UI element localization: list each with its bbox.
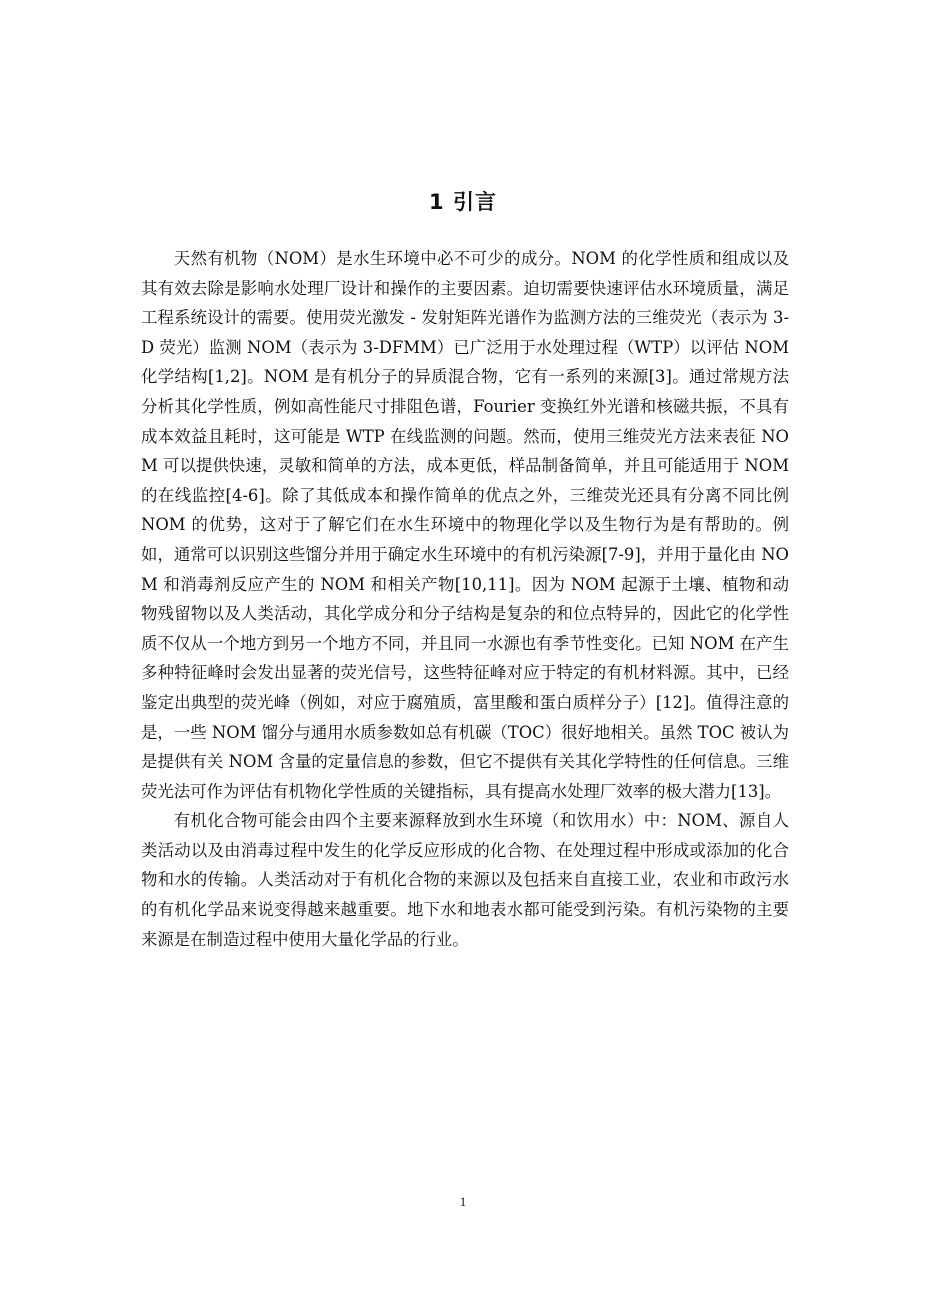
section-title: 引言 bbox=[452, 190, 497, 214]
paragraph-1: 天然有机物（NOM）是水生环境中必不可少的成分。NOM 的化学性质和组成以及其有效去除是影响水处理厂设计和操作的主要因素。迫切需要快速评估水环境质量，满足工程系统设计的需要。使用荧光激发 - 发射矩阵光谱作为监测方法的三维荧光（表示为 3-D 荧光）监测 NOM（表示为 3-DFMM）已广泛用于水处理过程（WTP）以评估 NOM 化学结构[1,2]。NOM 是有机分子的异质混合物，它有一系列的来源[3]。通过常规方法分析其化学性质，例如高性能尺寸排阻色谱，Fourier 变换红外光谱和核磁共振，不具有成本效益且耗时，这可能是 WTP 在线监测的问题。然而，使用三维荧光方法来表征 NOM 可以提供快速，灵敏和简单的方法，成本更低，样品制备简单，并且可能适用于 NOM 的在线监控[4-6]。除了其低成本和操作简单的优点之外，三维荧光还具有分离不同比例 NOM 的优势，这对于了解它们在水生环境中的物理化学以及生物行为是有帮助的。例如，通常可以识别这些馏分并用于确定水生环境中的有机污染源[7-9]，并用于量化由 NOM 和消毒剂反应产生的 NOM 和相关产物[10,11]。因为 NOM 起源于土壤、植物和动物残留物以及人类活动，其化学成分和分子结构是复杂的和位点特异的，因此它的化学性质不仅从一个地方到另一个地方不同，并且同一水源也有季节性变化。已知 NOM 在产生多种特征峰时会发出显著的荧光信号，这些特征峰对应于特定的有机材料源。其中，已经鉴定出典型的荧光峰（例如，对应于腐殖质，富里酸和蛋白质样分子）[12]。值得注意的是，一些 NOM 馏分与通用水质参数如总有机碳（TOC）很好地相关。虽然 TOC 被认为是提供有关 NOM 含量的定量信息的参数，但它不提供有关其化学特性的任何信息。三维荧光法可作为评估有机物化学性质的关键指标，具有提高水处理厂效率的极大潜力[13]。 bbox=[141, 249, 789, 801]
body-text bbox=[141, 244, 789, 954]
paragraph-2: 有机化合物可能会由四个主要来源释放到水生环境（和饮用水）中：NOM、源自人类活动以及由消毒过程中发生的化学反应形成的化合物、在处理过程中形成或添加的化合物和水的传输。人类活动对于有机化合物的来源以及包括来自直接工业，农业和市政污水的有机化学品来说变得越来越重要。地下水和地表水都可能受到污染。有机污染物的主要来源是在制造过程中使用大量化学品的行业。 bbox=[141, 811, 789, 949]
section-heading bbox=[0, 186, 926, 218]
page-number: 1 bbox=[459, 1194, 467, 1209]
section-number: 1 bbox=[429, 190, 445, 214]
